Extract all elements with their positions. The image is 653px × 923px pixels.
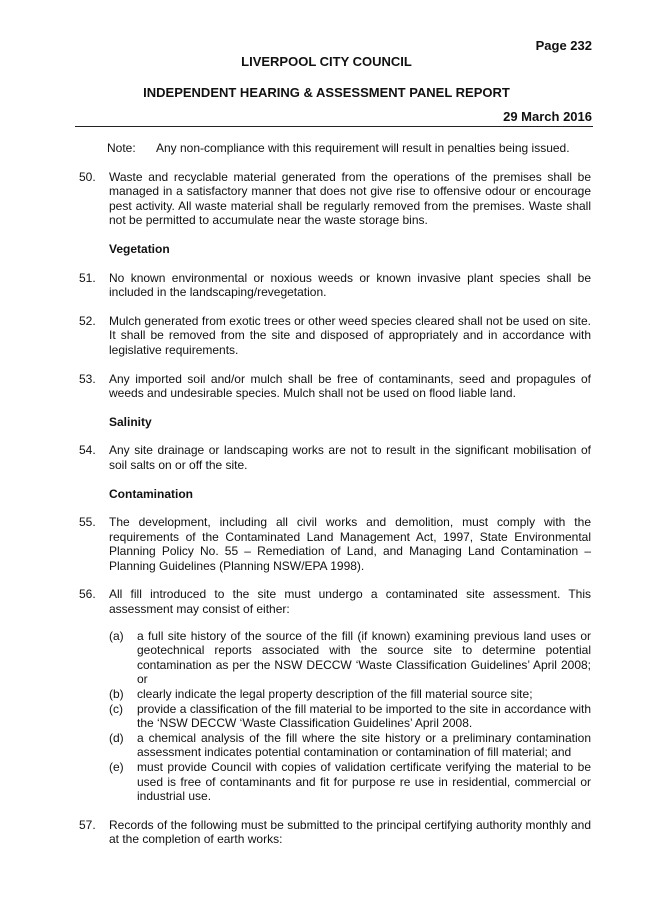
sub-item-a (109, 629, 591, 687)
document-body (79, 141, 591, 847)
heading-vegetation: Vegetation (109, 241, 170, 256)
condition-number: 52. (79, 313, 96, 328)
condition-number: 53. (79, 371, 96, 386)
condition-56 (79, 587, 591, 803)
sub-item-b (109, 687, 591, 702)
sub-item-letter: (a) (109, 628, 124, 643)
note (107, 141, 591, 156)
council-name: LIVERPOOL CITY COUNCIL (241, 54, 412, 69)
condition-55 (79, 515, 591, 573)
condition-53 (79, 372, 591, 401)
sub-item-text: must provide Council with copies of validation certificate verifying the material to be used is free of contaminants and fit for purpose re use in residential, commercial or industrial use. (137, 760, 591, 804)
sub-item-letter: (b) (109, 687, 124, 702)
sub-item-letter: (d) (109, 730, 124, 745)
condition-50 (79, 170, 591, 228)
sub-item-letter: (c) (109, 701, 123, 716)
condition-text: All fill introduced to the site must undergo a contaminated site assessment. This assessment may consist of either: (109, 587, 591, 617)
sub-item-c (109, 702, 591, 731)
sub-item-e (109, 760, 591, 804)
condition-number: 55. (79, 515, 96, 530)
condition-number: 56. (79, 587, 96, 602)
report-date: 29 March 2016 (503, 109, 592, 124)
condition-number: 50. (79, 169, 96, 184)
heading-contamination: Contamination (109, 486, 193, 501)
header-rule (75, 126, 593, 127)
condition-text: Any site drainage or landscaping works are not to result in the significant mobilisation of soil salts on or off the site. (109, 443, 591, 472)
condition-text: Waste and recyclable material generated from the operations of the premises shall be managed in a satisfactory manner that does not give rise to offensive odour or encourage pest activity. All waste material shall be regularly removed from the premises. Waste shall not be permitted to accumulate near the waste storage bins. (109, 169, 591, 228)
condition-number: 51. (79, 270, 96, 285)
sub-item-text: a full site history of the source of the fill (if known) examining previous land uses or geotechnical reports associated with the source site to determine potential contamination as per the NSW DECCW ‘Waste Classification Guidelines’ April 2008; or (137, 628, 591, 687)
sub-item-d (109, 731, 591, 760)
condition-text: No known environmental or noxious weeds or known invasive plant species shall be included in the landscaping/revegetation. (109, 270, 591, 300)
condition-text: Records of the following must be submitted to the principal certifying authority monthly and at the completion of earth works: (109, 817, 591, 847)
report-title: INDEPENDENT HEARING & ASSESSMENT PANEL REPORT (143, 85, 510, 100)
sub-item-list (109, 629, 591, 804)
condition-54 (79, 443, 591, 472)
condition-51 (79, 271, 591, 300)
note-label: Note: (107, 141, 136, 155)
condition-text: Mulch generated from exotic trees or other weed species cleared shall not be used on site. It shall be removed from the site and disposed of appropriately and in accordance with legislative requirements. (109, 313, 591, 357)
sub-item-text: clearly indicate the legal property description of the fill material source site; (137, 687, 533, 702)
condition-57 (79, 818, 591, 847)
condition-text: Any imported soil and/or mulch shall be free of contaminants, seed and propagules of weeds and undesirable species. Mulch shall not be used on flood liable land. (109, 371, 591, 401)
note-text: Any non-compliance with this requirement will result in penalties being issued. (156, 141, 570, 155)
sub-item-letter: (e) (109, 760, 124, 774)
sub-item-text: a chemical analysis of the fill where the site history or a preliminary contamination assessment indicates potential contamination or contamination of fill material; and (137, 730, 591, 760)
heading-salinity: Salinity (109, 414, 152, 429)
condition-52 (79, 314, 591, 358)
condition-number: 57. (79, 817, 96, 832)
page-number: Page 232 (535, 38, 592, 53)
condition-text: The development, including all civil works and demolition, must comply with the requirements of the Contaminated Land Management Act, 1997, State Environmental Planning Policy No. 55 – Remediation of Land, and Managing Land Contamination – Planning Guidelines (Planning NSW/EPA 1998). (109, 515, 591, 573)
condition-body (109, 587, 591, 803)
condition-number: 54. (79, 443, 96, 458)
sub-item-text: provide a classification of the fill material to be imported to the site in accordance with the ‘NSW DECCW ‘Waste Classification Guidelines’ April 2008. (137, 701, 591, 731)
